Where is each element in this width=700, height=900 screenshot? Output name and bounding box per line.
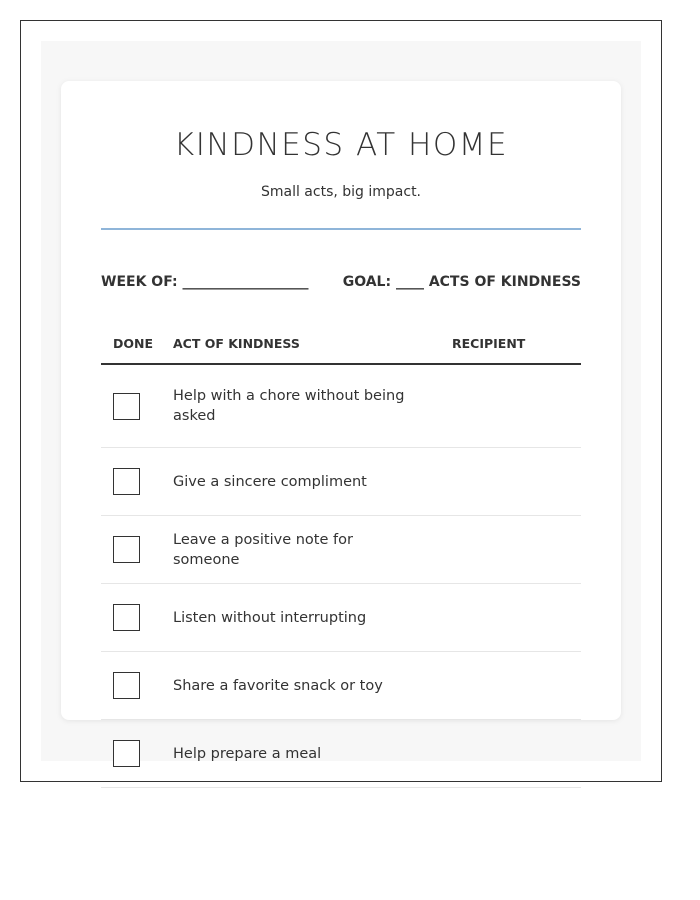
act-text: Share a favorite snack or toy — [173, 677, 383, 694]
done-checkbox[interactable] — [113, 740, 140, 767]
done-checkbox[interactable] — [113, 672, 140, 699]
table-row — [101, 365, 581, 448]
table-row — [101, 720, 581, 788]
table-header — [101, 323, 581, 365]
table-row — [101, 516, 581, 584]
act-text: Give a sincere compliment — [173, 473, 367, 490]
act-text: Help prepare a meal — [173, 745, 322, 762]
header-done: DONE — [113, 335, 154, 351]
done-checkbox[interactable] — [113, 468, 140, 495]
meta-row — [101, 271, 581, 293]
goal-field[interactable]: GOAL: ____ ACTS OF KINDNESS — [342, 274, 581, 290]
done-checkbox[interactable] — [113, 393, 140, 420]
done-checkbox[interactable] — [113, 604, 140, 631]
table-row — [101, 584, 581, 652]
kindness-table — [101, 323, 581, 788]
table-row — [101, 448, 581, 516]
header-act: ACT OF KINDNESS — [173, 335, 300, 351]
header-recipient: RECIPIENT — [452, 335, 526, 351]
act-text: Help with a chore without being asked — [173, 388, 405, 424]
act-text: Listen without interrupting — [173, 609, 367, 626]
week-of-field[interactable]: WEEK OF: __________________ — [101, 274, 309, 290]
act-text: Leave a positive note for someone — [173, 531, 353, 568]
title-divider — [101, 228, 581, 230]
done-checkbox[interactable] — [113, 536, 140, 563]
worksheet-title: KINDNESS AT HOME — [173, 127, 509, 163]
worksheet-content — [101, 81, 581, 788]
table-row — [101, 652, 581, 720]
worksheet-subtitle: Small acts, big impact. — [260, 184, 422, 200]
